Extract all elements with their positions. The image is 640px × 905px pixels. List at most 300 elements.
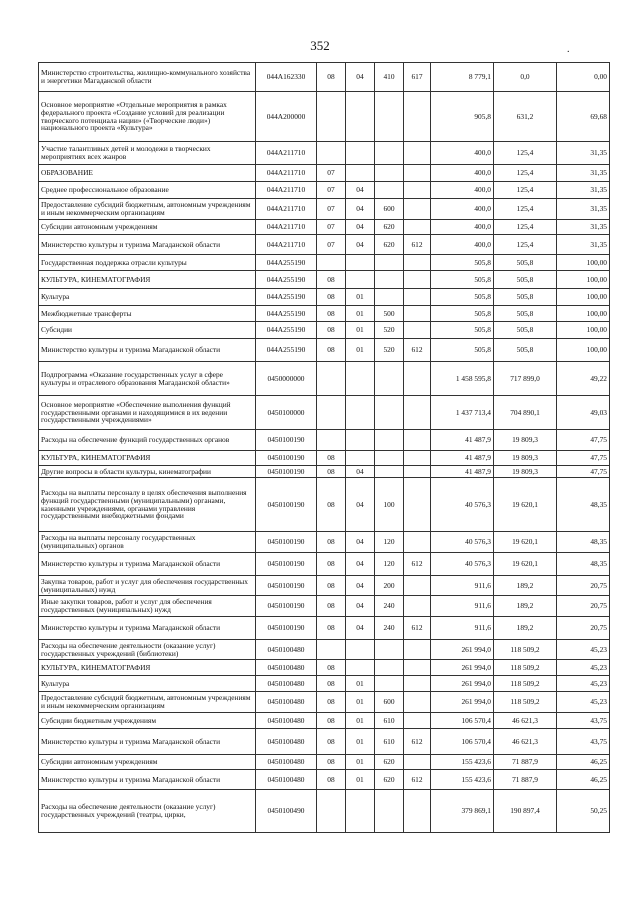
- row-subsection: 04: [346, 199, 375, 220]
- table-row: [39, 92, 610, 142]
- row-plan-amount: 505,8: [431, 306, 494, 322]
- row-administrator: [404, 396, 431, 430]
- budget-table-body: [39, 63, 610, 833]
- row-execution-percent: 69,68: [557, 92, 610, 142]
- row-executed-amount: 125,4: [494, 165, 557, 182]
- row-name: Министерство культуры и туризма Магаданской области: [39, 553, 256, 576]
- row-subsection: [346, 271, 375, 289]
- table-row: [39, 430, 610, 451]
- row-name: Субсидии автономным учреждениям: [39, 755, 256, 770]
- row-name: Культура: [39, 676, 256, 692]
- row-target-code: 0450100190: [256, 596, 317, 617]
- row-executed-amount: 505,8: [494, 306, 557, 322]
- row-expense-type: 240: [375, 596, 404, 617]
- row-name: КУЛЬТУРА, КИНЕМАТОГРАФИЯ: [39, 660, 256, 676]
- row-name: Расходы на выплаты персоналу в целях обеспечения выполнения функций государственными (муниципальными) органами, казенными учреждениями, органами управления государственными внебюджетными фондами: [39, 478, 256, 532]
- row-section: 08: [317, 692, 346, 713]
- row-section: 08: [317, 553, 346, 576]
- row-expense-type: 600: [375, 692, 404, 713]
- row-execution-percent: 100,00: [557, 271, 610, 289]
- row-executed-amount: 505,8: [494, 255, 557, 271]
- row-expense-type: 620: [375, 770, 404, 790]
- row-target-code: 0450100480: [256, 692, 317, 713]
- table-row: [39, 576, 610, 596]
- row-execution-percent: 100,00: [557, 289, 610, 306]
- row-target-code: 044A211710: [256, 220, 317, 235]
- row-administrator: [404, 713, 431, 729]
- row-name: Министерство культуры и туризма Магаданской области: [39, 770, 256, 790]
- table-row: [39, 362, 610, 396]
- row-target-code: 044A255190: [256, 306, 317, 322]
- row-target-code: 0450100190: [256, 430, 317, 451]
- row-execution-percent: 47,75: [557, 430, 610, 451]
- row-section: [317, 640, 346, 660]
- row-name: Участие талантливых детей и молодежи в творческих мероприятиях всех жанров: [39, 142, 256, 165]
- row-execution-percent: 43,75: [557, 713, 610, 729]
- row-expense-type: [375, 451, 404, 466]
- table-row: [39, 660, 610, 676]
- table-row: [39, 596, 610, 617]
- row-target-code: 044A211710: [256, 142, 317, 165]
- row-subsection: [346, 255, 375, 271]
- row-plan-amount: 40 576,3: [431, 553, 494, 576]
- table-row: [39, 692, 610, 713]
- row-name: Среднее профессиональное образование: [39, 182, 256, 199]
- row-administrator: 612: [404, 770, 431, 790]
- row-expense-type: 100: [375, 478, 404, 532]
- row-plan-amount: 911,6: [431, 596, 494, 617]
- row-subsection: [346, 396, 375, 430]
- row-expense-type: 600: [375, 199, 404, 220]
- row-plan-amount: 905,8: [431, 92, 494, 142]
- row-plan-amount: 1 458 595,8: [431, 362, 494, 396]
- row-name: Иные закупки товаров, работ и услуг для обеспечения государственных (муниципальных) нужд: [39, 596, 256, 617]
- table-row: [39, 339, 610, 362]
- row-subsection: 04: [346, 478, 375, 532]
- page-number: 352: [310, 38, 330, 53]
- row-expense-type: 200: [375, 576, 404, 596]
- row-executed-amount: 125,4: [494, 142, 557, 165]
- table-row: [39, 322, 610, 339]
- row-subsection: 01: [346, 755, 375, 770]
- row-administrator: [404, 755, 431, 770]
- row-administrator: 612: [404, 617, 431, 640]
- row-administrator: [404, 640, 431, 660]
- row-plan-amount: 505,8: [431, 289, 494, 306]
- row-executed-amount: 19 620,1: [494, 478, 557, 532]
- row-expense-type: [375, 362, 404, 396]
- row-section: 08: [317, 729, 346, 755]
- row-expense-type: [375, 676, 404, 692]
- row-target-code: 0450100190: [256, 532, 317, 553]
- row-section: [317, 142, 346, 165]
- row-execution-percent: 48,35: [557, 478, 610, 532]
- table-row: [39, 640, 610, 660]
- row-name: Расходы на выплаты персоналу государственных (муниципальных) органов: [39, 532, 256, 553]
- row-administrator: [404, 220, 431, 235]
- row-section: [317, 92, 346, 142]
- row-plan-amount: 505,8: [431, 339, 494, 362]
- row-target-code: 044A162330: [256, 63, 317, 92]
- row-name: Министерство культуры и туризма Магаданской области: [39, 617, 256, 640]
- row-executed-amount: 19 809,3: [494, 466, 557, 478]
- row-subsection: 01: [346, 692, 375, 713]
- row-executed-amount: 0,0: [494, 63, 557, 92]
- row-plan-amount: 155 423,6: [431, 755, 494, 770]
- row-expense-type: [375, 466, 404, 478]
- row-administrator: [404, 322, 431, 339]
- row-target-code: 044A211710: [256, 165, 317, 182]
- row-administrator: [404, 289, 431, 306]
- table-row: [39, 182, 610, 199]
- row-execution-percent: 31,35: [557, 220, 610, 235]
- row-plan-amount: 261 994,0: [431, 676, 494, 692]
- row-expense-type: [375, 255, 404, 271]
- row-name: Культура: [39, 289, 256, 306]
- row-executed-amount: 189,2: [494, 576, 557, 596]
- row-section: 08: [317, 451, 346, 466]
- row-executed-amount: 704 890,1: [494, 396, 557, 430]
- row-administrator: [404, 306, 431, 322]
- row-target-code: 0450100190: [256, 451, 317, 466]
- row-subsection: [346, 165, 375, 182]
- row-subsection: [346, 790, 375, 833]
- row-section: 08: [317, 289, 346, 306]
- row-name: Расходы на обеспечение деятельности (оказание услуг) государственных учреждений (театры, цирки,: [39, 790, 256, 833]
- row-section: 08: [317, 306, 346, 322]
- row-subsection: 04: [346, 220, 375, 235]
- row-name: Министерство культуры и туризма Магаданской области: [39, 339, 256, 362]
- row-target-code: 044A255190: [256, 289, 317, 306]
- row-section: 08: [317, 478, 346, 532]
- row-executed-amount: 118 509,2: [494, 640, 557, 660]
- row-expense-type: 240: [375, 617, 404, 640]
- table-row: [39, 63, 610, 92]
- row-subsection: [346, 92, 375, 142]
- row-expense-type: 500: [375, 306, 404, 322]
- row-name: Субсидии: [39, 322, 256, 339]
- row-executed-amount: 189,2: [494, 596, 557, 617]
- row-executed-amount: 505,8: [494, 322, 557, 339]
- row-expense-type: [375, 396, 404, 430]
- row-plan-amount: 261 994,0: [431, 692, 494, 713]
- row-execution-percent: 100,00: [557, 255, 610, 271]
- row-plan-amount: 261 994,0: [431, 640, 494, 660]
- row-name: Основное мероприятие «Отдельные мероприятия в рамках федерального проекта «Создание условий для реализации творческого потенциала нации» («Творческие люди») национального проекта «Культура»: [39, 92, 256, 142]
- row-administrator: [404, 692, 431, 713]
- row-execution-percent: 43,75: [557, 729, 610, 755]
- table-row: [39, 790, 610, 833]
- table-row: [39, 770, 610, 790]
- table-row: [39, 713, 610, 729]
- row-administrator: [404, 362, 431, 396]
- row-section: [317, 255, 346, 271]
- row-execution-percent: 45,23: [557, 692, 610, 713]
- row-name: Расходы на обеспечение функций государственных органов: [39, 430, 256, 451]
- row-name: Подпрограмма «Оказание государственных услуг в сфере культуры и отраслевого образования Магаданской области»: [39, 362, 256, 396]
- table-row: [39, 451, 610, 466]
- table-row: [39, 235, 610, 255]
- table-row: [39, 142, 610, 165]
- row-name: Основное мероприятие «Обеспечение выполнения функций государственными органами и находящимися в их ведении государственными учреждениями»: [39, 396, 256, 430]
- table-row: [39, 553, 610, 576]
- row-section: 08: [317, 770, 346, 790]
- row-execution-percent: 49,03: [557, 396, 610, 430]
- row-executed-amount: 46 621,3: [494, 713, 557, 729]
- row-target-code: 0450100480: [256, 640, 317, 660]
- row-execution-percent: 31,35: [557, 235, 610, 255]
- row-executed-amount: 118 509,2: [494, 676, 557, 692]
- row-plan-amount: 106 570,4: [431, 713, 494, 729]
- row-subsection: 04: [346, 532, 375, 553]
- row-target-code: 044A255190: [256, 322, 317, 339]
- row-target-code: 044A255190: [256, 339, 317, 362]
- row-expense-type: 520: [375, 339, 404, 362]
- row-subsection: 01: [346, 339, 375, 362]
- row-section: [317, 396, 346, 430]
- row-subsection: 04: [346, 182, 375, 199]
- row-target-code: 0450100190: [256, 466, 317, 478]
- row-section: 08: [317, 660, 346, 676]
- row-plan-amount: 8 779,1: [431, 63, 494, 92]
- row-administrator: [404, 576, 431, 596]
- row-execution-percent: 47,75: [557, 466, 610, 478]
- row-execution-percent: 31,35: [557, 199, 610, 220]
- row-expense-type: 120: [375, 532, 404, 553]
- row-administrator: [404, 165, 431, 182]
- table-row: [39, 478, 610, 532]
- row-administrator: 612: [404, 235, 431, 255]
- row-subsection: 01: [346, 676, 375, 692]
- row-subsection: [346, 451, 375, 466]
- row-administrator: 612: [404, 553, 431, 576]
- row-section: 08: [317, 576, 346, 596]
- row-executed-amount: 125,4: [494, 199, 557, 220]
- row-executed-amount: 71 887,9: [494, 770, 557, 790]
- row-plan-amount: 400,0: [431, 235, 494, 255]
- row-expense-type: [375, 660, 404, 676]
- row-execution-percent: 31,35: [557, 142, 610, 165]
- row-section: [317, 790, 346, 833]
- row-name: КУЛЬТУРА, КИНЕМАТОГРАФИЯ: [39, 271, 256, 289]
- row-execution-percent: 50,25: [557, 790, 610, 833]
- row-plan-amount: 400,0: [431, 199, 494, 220]
- row-section: 07: [317, 220, 346, 235]
- row-target-code: 0450100000: [256, 396, 317, 430]
- row-name: Предоставление субсидий бюджетным, автономным учреждениям и иным некоммерческим организациям: [39, 692, 256, 713]
- row-expense-type: 610: [375, 713, 404, 729]
- row-executed-amount: 19 809,3: [494, 451, 557, 466]
- row-administrator: [404, 478, 431, 532]
- row-target-code: 0450100480: [256, 713, 317, 729]
- table-row: [39, 220, 610, 235]
- row-plan-amount: 400,0: [431, 182, 494, 199]
- row-name: Министерство культуры и туризма Магаданской области: [39, 729, 256, 755]
- row-expense-type: [375, 790, 404, 833]
- row-execution-percent: 46,25: [557, 770, 610, 790]
- row-plan-amount: 505,8: [431, 271, 494, 289]
- row-administrator: [404, 532, 431, 553]
- row-section: 08: [317, 63, 346, 92]
- row-name: Министерство культуры и туризма Магаданской области: [39, 235, 256, 255]
- row-executed-amount: 717 899,0: [494, 362, 557, 396]
- row-executed-amount: 505,8: [494, 339, 557, 362]
- row-executed-amount: 125,4: [494, 182, 557, 199]
- row-section: [317, 430, 346, 451]
- row-plan-amount: 379 869,1: [431, 790, 494, 833]
- row-subsection: [346, 640, 375, 660]
- table-row: [39, 199, 610, 220]
- row-subsection: 01: [346, 770, 375, 790]
- row-plan-amount: 106 570,4: [431, 729, 494, 755]
- row-executed-amount: 190 897,4: [494, 790, 557, 833]
- row-target-code: 044A211710: [256, 182, 317, 199]
- row-execution-percent: 100,00: [557, 306, 610, 322]
- row-execution-percent: 31,35: [557, 182, 610, 199]
- row-plan-amount: 41 487,9: [431, 466, 494, 478]
- row-subsection: 01: [346, 713, 375, 729]
- row-name: Межбюджетные трансферты: [39, 306, 256, 322]
- row-expense-type: 120: [375, 553, 404, 576]
- row-subsection: 04: [346, 235, 375, 255]
- row-target-code: 0450100480: [256, 729, 317, 755]
- row-section: 07: [317, 165, 346, 182]
- row-executed-amount: 118 509,2: [494, 692, 557, 713]
- budget-table: [38, 62, 610, 833]
- row-expense-type: 610: [375, 729, 404, 755]
- row-administrator: [404, 199, 431, 220]
- row-plan-amount: 155 423,6: [431, 770, 494, 790]
- row-name: Другие вопросы в области культуры, кинематографии: [39, 466, 256, 478]
- row-subsection: [346, 430, 375, 451]
- row-target-code: 044A255190: [256, 271, 317, 289]
- row-executed-amount: 19 620,1: [494, 532, 557, 553]
- row-administrator: [404, 790, 431, 833]
- row-executed-amount: 19 809,3: [494, 430, 557, 451]
- row-expense-type: [375, 271, 404, 289]
- row-target-code: 0450100190: [256, 478, 317, 532]
- row-subsection: 01: [346, 306, 375, 322]
- row-expense-type: 620: [375, 755, 404, 770]
- row-subsection: 04: [346, 596, 375, 617]
- row-section: 08: [317, 713, 346, 729]
- row-expense-type: 410: [375, 63, 404, 92]
- row-target-code: 0450100190: [256, 576, 317, 596]
- row-expense-type: [375, 289, 404, 306]
- row-subsection: [346, 362, 375, 396]
- row-plan-amount: 400,0: [431, 165, 494, 182]
- row-executed-amount: 189,2: [494, 617, 557, 640]
- row-execution-percent: 48,35: [557, 553, 610, 576]
- row-plan-amount: 505,8: [431, 255, 494, 271]
- row-administrator: [404, 466, 431, 478]
- table-row: [39, 532, 610, 553]
- row-execution-percent: 48,35: [557, 532, 610, 553]
- row-executed-amount: 125,4: [494, 220, 557, 235]
- row-execution-percent: 45,23: [557, 660, 610, 676]
- row-subsection: 04: [346, 617, 375, 640]
- row-plan-amount: 41 487,9: [431, 451, 494, 466]
- table-row: [39, 289, 610, 306]
- row-executed-amount: 46 621,3: [494, 729, 557, 755]
- row-target-code: 0450100480: [256, 770, 317, 790]
- row-expense-type: [375, 640, 404, 660]
- row-section: 08: [317, 532, 346, 553]
- row-section: 08: [317, 676, 346, 692]
- row-plan-amount: 505,8: [431, 322, 494, 339]
- row-plan-amount: 261 994,0: [431, 660, 494, 676]
- row-execution-percent: 31,35: [557, 165, 610, 182]
- row-name: Предоставление субсидий бюджетным, автономным учреждениям и иным некоммерческим организациям: [39, 199, 256, 220]
- row-section: 07: [317, 182, 346, 199]
- row-subsection: 04: [346, 466, 375, 478]
- row-expense-type: [375, 92, 404, 142]
- row-executed-amount: 505,8: [494, 271, 557, 289]
- row-target-code: 044A211710: [256, 235, 317, 255]
- row-administrator: [404, 660, 431, 676]
- row-name: Государственная поддержка отрасли культуры: [39, 255, 256, 271]
- row-target-code: 0450100480: [256, 755, 317, 770]
- row-expense-type: 620: [375, 220, 404, 235]
- row-section: 08: [317, 466, 346, 478]
- row-plan-amount: 911,6: [431, 576, 494, 596]
- row-subsection: 04: [346, 63, 375, 92]
- row-administrator: 612: [404, 339, 431, 362]
- row-section: 07: [317, 199, 346, 220]
- row-administrator: [404, 142, 431, 165]
- row-execution-percent: 100,00: [557, 322, 610, 339]
- row-administrator: [404, 182, 431, 199]
- row-plan-amount: 911,6: [431, 617, 494, 640]
- row-target-code: 0450100190: [256, 617, 317, 640]
- row-execution-percent: 100,00: [557, 339, 610, 362]
- table-row: [39, 255, 610, 271]
- row-execution-percent: 20,75: [557, 617, 610, 640]
- row-section: 08: [317, 617, 346, 640]
- row-expense-type: [375, 165, 404, 182]
- row-administrator: 617: [404, 63, 431, 92]
- table-row: [39, 271, 610, 289]
- row-section: 07: [317, 235, 346, 255]
- row-subsection: [346, 142, 375, 165]
- row-name: КУЛЬТУРА, КИНЕМАТОГРАФИЯ: [39, 451, 256, 466]
- row-target-code: 044A211710: [256, 199, 317, 220]
- row-execution-percent: 45,23: [557, 676, 610, 692]
- row-plan-amount: 41 487,9: [431, 430, 494, 451]
- row-administrator: [404, 255, 431, 271]
- row-subsection: 01: [346, 322, 375, 339]
- table-row: [39, 755, 610, 770]
- row-target-code: 0450100190: [256, 553, 317, 576]
- row-administrator: [404, 92, 431, 142]
- table-row: [39, 676, 610, 692]
- table-row: [39, 165, 610, 182]
- row-execution-percent: 47,75: [557, 451, 610, 466]
- row-executed-amount: 125,4: [494, 235, 557, 255]
- row-plan-amount: 400,0: [431, 142, 494, 165]
- row-executed-amount: 631,2: [494, 92, 557, 142]
- row-section: 08: [317, 596, 346, 617]
- row-executed-amount: 71 887,9: [494, 755, 557, 770]
- row-section: [317, 362, 346, 396]
- row-name: Закупка товаров, работ и услуг для обеспечения государственных (муниципальных) нужд: [39, 576, 256, 596]
- row-name: Министерство строительства, жилищно-коммунального хозяйства и энергетики Магаданской области: [39, 63, 256, 92]
- row-administrator: [404, 430, 431, 451]
- row-administrator: [404, 271, 431, 289]
- row-subsection: 04: [346, 553, 375, 576]
- row-section: 08: [317, 339, 346, 362]
- row-executed-amount: 505,8: [494, 289, 557, 306]
